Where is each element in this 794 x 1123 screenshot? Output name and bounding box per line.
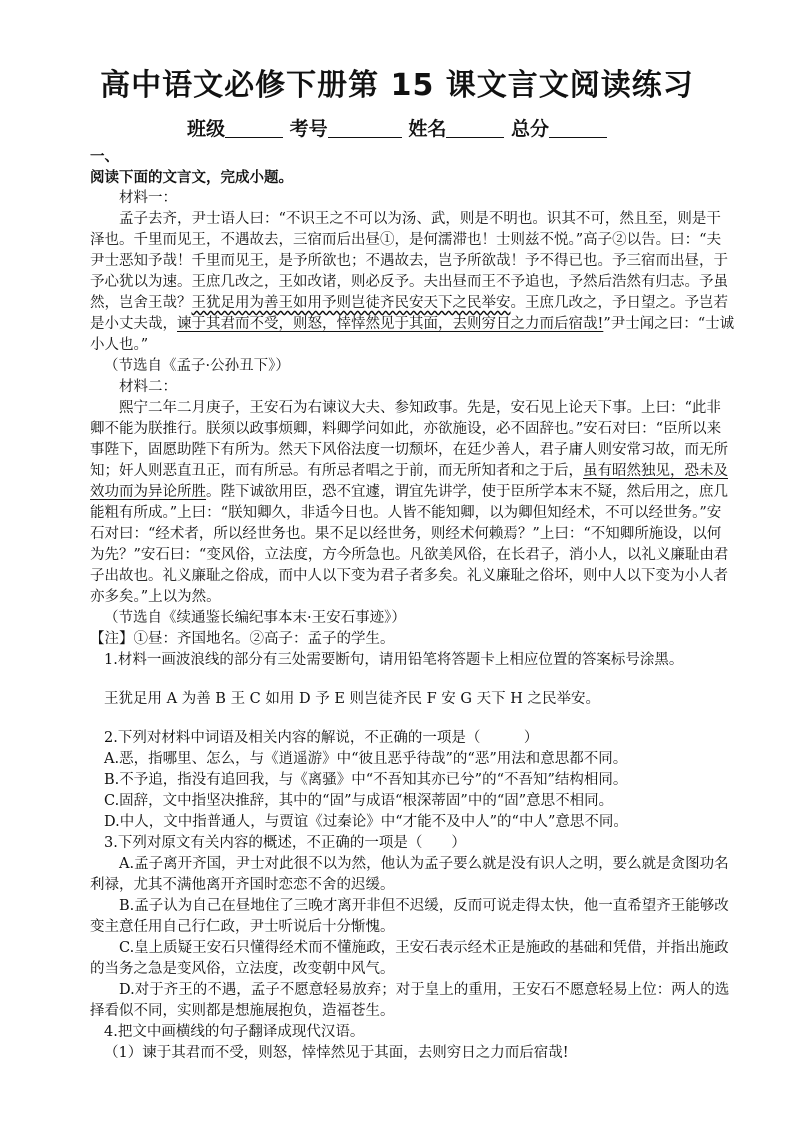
material1-underlined-text: 谏于其君而不受，则怒，悻悻然见于其面，去则穷日之力而后宿哉!	[177, 316, 604, 332]
class-blank[interactable]	[225, 117, 283, 138]
question-1-answer-line: 王犹足用 A 为善 B 王 C 如用 D 予 E 则岂徒齐民 F 安 G 天下 H 之民举安。	[104, 691, 600, 707]
name-blank[interactable]	[446, 117, 504, 138]
document-body	[90, 146, 735, 1064]
material1-wavy-text: 王犹足用为善王如用予则岂徒齐民安天下之民举安	[191, 295, 511, 311]
question-2-option-d[interactable]: D.中人，文中指普通人，与贾谊《过秦论》中“才能不及中人”的“中人”意思不同。	[104, 814, 628, 830]
question-2-option-a[interactable]: A.恶，指哪里、怎么，与《逍遥游》中“彼且恶乎待哉”的“恶”用法和意思都不同。	[104, 751, 628, 767]
id-label: 考号	[289, 118, 328, 140]
student-info-line	[0, 114, 794, 141]
material2-paragraph	[90, 398, 735, 608]
annotation-note: 【注】①昼：齐国地名。②高子：孟子的学生。	[90, 631, 395, 647]
question-3-option-d[interactable]: D.对于齐王的不遇，孟子不愿意轻易放弃；对于皇上的重用，王安石不愿意轻易上位：两人的选择看似不同，实则都是想施展抱负，造福苍生。	[90, 982, 730, 1019]
material2-underlined-text: 虽有昭然独见，恐未及效功而为异论所胜	[90, 463, 728, 500]
question-2-option-c[interactable]: C.固辞，文中指坚决推辞，其中的“固”与成语“根深蒂固”中的“固”意思不相同。	[104, 793, 614, 809]
question-4-stem: 4.把文中画横线的句子翻译成现代汉语。	[104, 1024, 365, 1040]
id-blank[interactable]	[328, 117, 402, 138]
material1-text-c: ”尹士闻之曰：“士诚小人也。”	[90, 316, 735, 353]
material2-text-b: 。陛下诚欲用臣，恐不宜遽，谓宜先讲学，使于臣所学本末不疑，然后用之，庶几能粗有所成。”上曰：“朕知卿久，非适今日也。人皆不能知卿，以为卿但知经术，不可以经世务。”安石对曰：“经术者，所以经世务也。果不足以经世务，则经术何赖焉？”上曰：“不知卿所施设，以何为先？”安石曰：“变风俗，立法度，方今所急也。凡欲美风俗，在长君子，消小人，以礼义廉耻由君子出故也。礼义廉耻之俗成，而中人以下变为君子者多矣。礼义廉耻之俗坏，则中人以下变为小人者亦多矣。”上以为然。	[90, 484, 729, 605]
question-3-option-a[interactable]: A.孟子离开齐国，尹士对此很不以为然，他认为孟子要么就是没有识人之明，要么就是贪图功名利禄，尤其不满他离开齐国时恋恋不舍的迟缓。	[90, 856, 729, 893]
material1-text-a: 孟子去齐，尹士语人曰：“不识王之不可以为汤、武，则是不明也。识其不可，然且至，则是干泽也。千里而见王，不遇故去，三宿而后出昼①，是何濡滞也！士则兹不悦。”高子②以告。曰：“夫尹士恶知予哉！千里而见王，是予所欲也；不遇故去，岂予所欲哉！予不得已也。予三宿而出昼，于予心犹以为速。王庶几改之，王如改诸，则必反予。夫出昼而王不予追也，予然后浩然有归志。予虽然，岂舍王哉？	[90, 211, 728, 311]
material1-paragraph	[90, 209, 735, 356]
material2-label: 材料二：	[119, 379, 177, 395]
material1-source: （节选自《孟子·公孙丑下》）	[104, 358, 290, 374]
question-3-stem: 3.下列对原文有关内容的概述，不正确的一项是（ ）	[104, 835, 466, 851]
instruction: 阅读下面的文言文，完成小题。	[90, 169, 293, 186]
material2-text-a: 熙宁二年二月庚子，王安石为右谏议大夫、参知政事。先是，安石见上论天下事。上曰：“此非卿不能为朕推行。朕须以政事烦卿，料卿学问如此，亦欲施设，必不固辞也。”安石对曰：“臣所以来事陛下，固愿助陛下有所为。然天下风俗法度一切颓坏，在廷少善人，君子庸人则安常习故，而无所知；奸人则恶直丑正，而有所忌。有所忌者唱之于前，而无所知者和之于后，	[90, 400, 728, 479]
score-label: 总分	[510, 118, 549, 140]
class-label: 班级	[187, 118, 226, 140]
question-2-option-b[interactable]: B.不予追，指没有追回我，与《离骚》中“不吾知其亦已兮”的“不吾知”结构相同。	[104, 772, 628, 788]
page-title: 高中语文必修下册第 15 课文言文阅读练习	[100, 68, 694, 103]
score-blank[interactable]	[549, 117, 607, 138]
name-label: 姓名	[408, 118, 447, 140]
question-4-item-1: （1）谏于其君而不受，则怒，悻悻然见于其面，去则穷日之力而后宿哉!	[104, 1045, 569, 1061]
material1-text-b: 。王庶几改之，予日望之。予岂若是小丈夫哉，	[90, 295, 728, 332]
material2-source: （节选自《续通鉴长编纪事本末·王安石事迹》）	[104, 610, 406, 626]
material1-label: 材料一：	[119, 190, 177, 206]
question-3-option-c[interactable]: C.皇上质疑王安石只懂得经术而不懂施政，王安石表示经术正是施政的基础和凭借，并指出施政的当务之急是变风俗，立法度，改变朝中风气。	[90, 940, 729, 977]
question-2-stem: 2.下列对材料中词语及相关内容的解说，不正确的一项是（ ）	[104, 730, 539, 746]
section-number: 一、	[90, 148, 119, 165]
question-1-stem: 1.材料一画波浪线的部分有三处需要断句，请用铅笔将答题卡上相应位置的答案标号涂黑。	[104, 652, 684, 668]
question-3-option-b[interactable]: B.孟子认为自己在昼地住了三晚才离开非但不迟缓，反而可说走得太快，他一直希望齐王能够改变主意任用自己行仁政，尹士听说后十分惭愧。	[90, 898, 729, 935]
